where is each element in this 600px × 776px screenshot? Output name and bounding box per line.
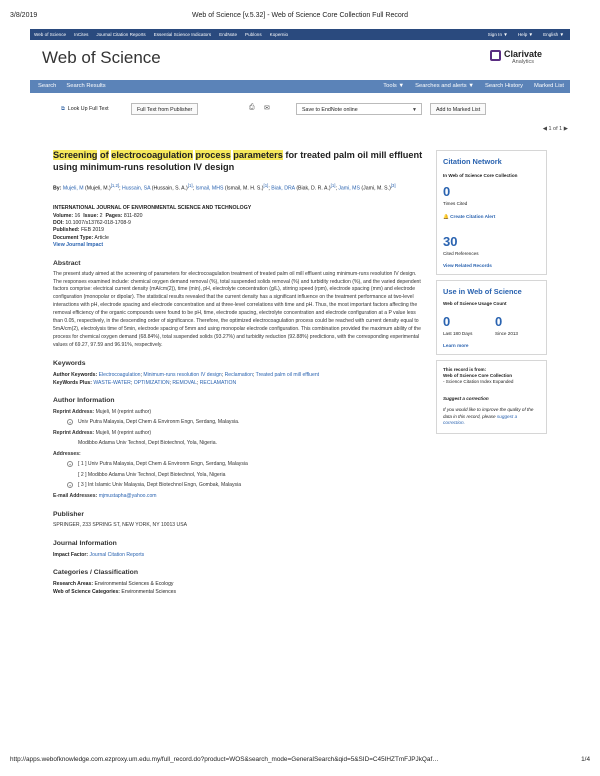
nav-search-results[interactable]: Search Results <box>66 83 106 89</box>
product-bar <box>30 29 570 40</box>
product-link-incites[interactable]: InCites <box>74 32 89 37</box>
author-link[interactable]: Biak, DRA <box>271 185 295 192</box>
clarivate-logo[interactable] <box>490 49 560 69</box>
view-journal-impact-link[interactable]: View Journal Impact <box>53 242 104 249</box>
keywords-heading: Keywords <box>53 359 86 367</box>
full-text-publisher-button[interactable]: Full Text from Publisher <box>131 103 198 115</box>
product-link-publons[interactable]: Publons <box>245 32 262 37</box>
wos-logo-text[interactable]: Web of Science <box>42 48 161 67</box>
record-toolbar <box>56 103 556 115</box>
pager-prev-icon[interactable]: ◀ <box>542 126 547 132</box>
research-areas: Research Areas: Environmental Sciences & Ecology <box>53 581 174 588</box>
email-icon[interactable]: ✉ <box>264 105 270 112</box>
brand-row <box>30 40 570 80</box>
use-in-wos-heading: Use in Web of Science <box>443 287 522 296</box>
journal-name: INTERNATIONAL JOURNAL OF ENVIRONMENTAL SCIENCE AND TECHNOLOGY <box>53 205 252 212</box>
keyword-link[interactable]: RECLAMATION <box>199 379 237 386</box>
author-info-heading: Author Information <box>53 396 115 404</box>
expand-icon[interactable]: + <box>68 482 72 488</box>
abstract-heading: Abstract <box>53 259 81 267</box>
product-link-endnote[interactable]: EndNote <box>219 32 238 37</box>
abstract-text: The present study aimed at the screening of parameters for electrocoagulation treatment of treated palm oil mill effluent using minimum-runs resolution IV design. The responses examined include: chemical oxygen demand removal (%), total suspended solids removal (%) and turbidity reduction (%), and the varied dependent factors comprise: electrical current density (mA/cm(2)), time (min), pH, electrolyte concentration (g/L), stirring speed (rpm), electrode spacing (mm) and electrode configuration (monopolar or dipolar). The statistical results revealed that the current density has a significant influence on the treatment performance at two-level interactions with pH, electrode spacing and electrode concentration and at three-level correlations with time and pH. Thus, the most important factors affecting the removal efficiency of the organic compounds were found to be pH, time, electrode spacing, electrolyte concentration and electrode configuration at a P value less than 0.05, respectively, in the descending order of significance. Therefore, the optimized electrocoagulation process could be reached with current density equal to 5mA/cm(2), electrolysis time of 5min, electrode spacing of 5mm and using monopolar electrode configuration. This combination provided the maximum ability of the process for chemical oxygen demand (68.84%), total suspended solids (93.27%) and turbidity reduction (92.88%) predictions, with the corresponding experimental values of 69.27, 97.59 and 96.91%, respectively. <box>53 270 421 348</box>
doi-value: 10.1007/s13762-018-1708-9 <box>65 220 131 227</box>
nav-marked-list[interactable]: Marked List <box>534 83 564 89</box>
expand-icon[interactable]: + <box>68 419 72 425</box>
print-icon[interactable]: ⎙ <box>249 104 255 111</box>
pager-text: 1 of 1 <box>548 126 563 132</box>
product-link-wos[interactable]: Web of Science <box>34 32 67 37</box>
usage-2013-count: 0 <box>495 314 503 329</box>
citation-network-heading: Citation Network <box>443 157 502 166</box>
times-cited-count[interactable]: 0 <box>443 184 451 199</box>
author-link[interactable]: Jami, MS <box>338 185 360 192</box>
language-menu[interactable]: English ▼ <box>543 32 564 37</box>
footer-url: http://apps.webofknowledge.com.ezproxy.um.edu.my/full_record.do?product=WOS&search_mode=GeneralSearch&qid=5&SID=C45IHZTmFJPJkQaf… <box>10 756 439 763</box>
keyword-link[interactable]: Treated palm oil mill effluent <box>255 371 320 378</box>
look-up-label: Look Up Full Text <box>67 106 109 112</box>
footer-page: 1/4 <box>581 756 590 763</box>
product-link-esi[interactable]: Essential Science Indicators <box>153 32 212 37</box>
print-header <box>10 12 590 24</box>
authors-line: By: Mujeli, M (Mujeli, M.)[1,2]; Hussain, SA (Hussain, S. A.)[1]; Ismail, MHS (Ismail, M. H. S.)[1]; Biak, DRA (Biak, D. R. A.)[1]; Jami, MS (Jami, M. S.)[3] <box>53 183 396 192</box>
jcr-link[interactable]: Journal Citation Reports <box>89 552 145 559</box>
author-link[interactable]: Hussain, SA <box>122 185 151 192</box>
view-related-records-link[interactable]: View Related Records <box>443 263 492 268</box>
suggest-correction-link[interactable]: suggest a correction. <box>443 413 518 425</box>
author-keywords: Author Keywords: Electrocoagulation; Minimum-runs resolution IV design; Reclamation; Treated palm oil mill effluent <box>53 371 320 378</box>
keyword-link[interactable]: Minimum-runs resolution IV design <box>143 371 222 378</box>
nav-search[interactable]: Search <box>38 83 57 89</box>
keyword-link[interactable]: OPTIMIZATION <box>133 379 170 386</box>
sign-in-menu[interactable]: Sign In ▼ <box>487 32 508 37</box>
journal-info-heading: Journal Information <box>53 540 117 548</box>
source-info: INTERNATIONAL JOURNAL OF ENVIRONMENTAL SCIENCE AND TECHNOLOGY Volume: 16 Issue: 2 Pages: 811-820 DOI: 10.1007/s13762-018-1708-9 Published: FEB 2019 Document Type: Article View Journal Impact <box>53 205 252 249</box>
pager-next-icon[interactable]: ▶ <box>563 126 568 132</box>
wos-categories: Web of Science Categories: Environmental Sciences <box>53 589 177 596</box>
record-pager <box>543 126 568 132</box>
learn-more-link[interactable]: Learn more <box>443 343 469 348</box>
author-link[interactable]: Mujeli, M <box>62 185 84 192</box>
citation-network-card: Citation Network In Web of Science Core Collection 0 Times Cited 🔔 Create Citation Alert 30 Cited References View Related Records <box>436 150 547 275</box>
external-link-icon: ⧉ <box>61 106 65 112</box>
help-menu[interactable]: Help ▼ <box>517 32 534 37</box>
print-title: Web of Science [v.5.32] - Web of Science Core Collection Full Record <box>192 12 408 19</box>
print-footer <box>10 756 590 763</box>
sidebar <box>436 150 547 434</box>
keyword-link[interactable]: REMOVAL <box>172 379 197 386</box>
save-to-value: Save to EndNote online <box>302 107 358 113</box>
record-main <box>53 150 425 596</box>
expand-icon[interactable]: + <box>68 461 72 467</box>
record-source-card: This record is from: Web of Science Core Collection - Science Citation Index Expanded Suggest a correction If you would like to improve the quality of the data in this record, please suggest a correction. <box>436 360 547 434</box>
create-citation-alert-link[interactable]: 🔔 Create Citation Alert <box>443 214 496 219</box>
clarivate-mark-icon <box>490 50 501 61</box>
record-title: Screening of electrocoagulation process parameters for treated palm oil mill effluent using minimum-runs resolution IV design <box>53 150 423 172</box>
main-nav <box>30 80 570 93</box>
keyword-link[interactable]: Electrocoagulation <box>98 371 141 378</box>
product-link-kopernio[interactable]: Kopernio <box>269 32 289 37</box>
usage-card: Use in Web of Science Web of Science Usage Count 0 Last 180 Days 0 Since 2013 Learn more <box>436 280 547 355</box>
publisher-text: SPRINGER, 233 SPRING ST, NEW YORK, NY 10013 USA <box>53 522 187 529</box>
clarivate-sub: Analytics <box>512 59 535 65</box>
author-link[interactable]: Ismail, MHS <box>195 185 224 192</box>
clarivate-name: Clarivate <box>504 49 543 59</box>
author-info: Reprint Address: Mujeli, M (reprint author) + Univ Putra Malaysia, Dept Chem & Environm Engn, Serdang, Malaysia. Reprint Address: Mujeli, M (reprint author) Modibbo Adama Univ Technol, Dept Biotechnol, Yola, Nigeria. Addresses: + [ 1 ] Univ Putra Malaysia, Dept Chem & Environm Engn, Serdang, Malaysia [ 2 ] Modibbo Adama Univ Technol, Dept Biotechnol, Yola, Nigeria + [ 3 ] Int Islamic Univ Malaysia, Dept Biotechnol Engn, Gombak, Malaysia E-mail Addresses: mjmustapha@yahoo.com <box>53 408 248 499</box>
usage-180-count: 0 <box>443 314 451 329</box>
keyword-link[interactable]: WASTE-WATER <box>93 379 131 386</box>
bell-icon: 🔔 <box>443 214 449 219</box>
email-link[interactable]: mjmustapha@yahoo.com <box>98 492 157 499</box>
nav-search-history[interactable]: Search History <box>485 83 524 89</box>
impact-factor: Impact Factor: Journal Citation Reports <box>53 552 145 559</box>
save-to-select[interactable] <box>296 103 422 115</box>
product-link-jcr[interactable]: Journal Citation Reports <box>96 32 146 37</box>
keywords-plus: KeyWords Plus: WASTE-WATER; OPTIMIZATION; REMOVAL; RECLAMATION <box>53 379 237 386</box>
publisher-heading: Publisher <box>53 511 84 519</box>
cited-references-count[interactable]: 30 <box>443 234 458 249</box>
look-up-full-text-button[interactable] <box>56 103 114 115</box>
categories-heading: Categories / Classification <box>53 569 138 577</box>
nav-tools[interactable]: Tools ▼ <box>383 83 405 89</box>
print-date: 3/8/2019 <box>10 12 38 19</box>
chevron-down-icon: ▼ <box>412 107 417 113</box>
add-to-marked-list-button[interactable]: Add to Marked List <box>430 103 486 115</box>
keyword-link[interactable]: Reclamation <box>224 371 253 378</box>
nav-searches-alerts[interactable]: Searches and alerts ▼ <box>415 83 475 89</box>
